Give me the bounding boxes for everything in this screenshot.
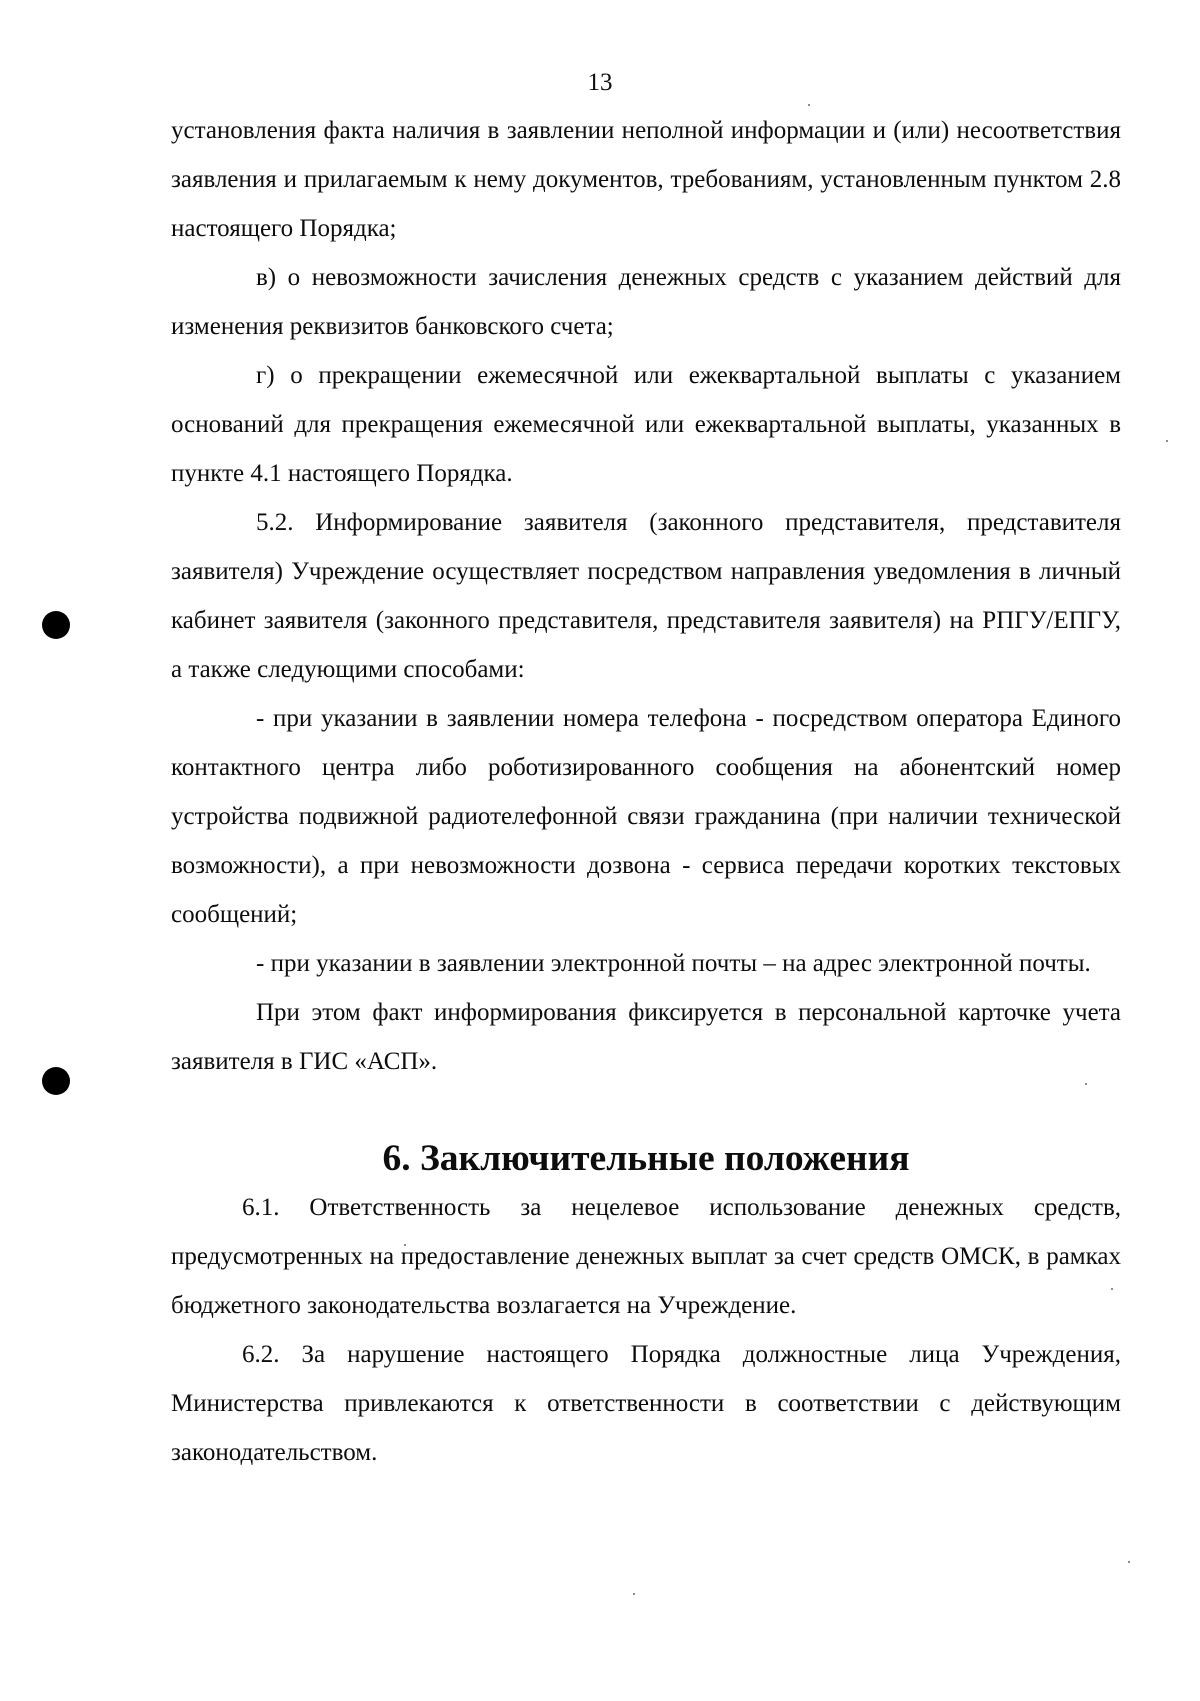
paragraph-item-v: в) о невозможности зачисления денежных средств с указанием действий для изменения реквизитов банковского счета; — [171, 264, 1121, 340]
paragraph-item-g: г) о прекращении ежемесячной или ежеквартальной выплаты с указанием оснований для прекращения ежемесячной или ежеквартальной выплаты, указанных в пункте 4.1 настоящего Порядка. — [171, 362, 1121, 487]
paragraph-continuation: установления факта наличия в заявлении неполной информации и (или) несоответствия заявления и прилагаемым к нему документов, требованиям, установленным пунктом 2.8 настоящего Порядка; — [171, 117, 1121, 242]
paragraph-phone-notification: - при указании в заявлении номера телефона - посредством оператора Единого контактного центра либо роботизированного сообщения на абонентский номер устройства подвижной радиотелефонной связи гражданина (при наличии технической возможности), а при невозможности дозвона - сервиса передачи коротких текстовых сообщений; — [171, 705, 1121, 928]
page-number: 13 — [587, 69, 613, 96]
scan-speck — [1128, 1561, 1130, 1563]
document-body — [171, 106, 1121, 1477]
paragraph-record-note: При этом факт информирования фиксируется в персональной карточке учета заявителя в ГИС «АСП». — [171, 999, 1121, 1075]
paragraph-6-1: 6.1. Ответственность за нецелевое использование денежных средств, предусмотренных на предоставление денежных выплат за счет средств ОМСК, в рамках бюджетного законодательства возлагается на Учреждение. — [171, 1194, 1121, 1319]
scan-speck — [633, 1593, 635, 1595]
punch-hole-mark — [42, 611, 70, 639]
punch-hole-mark — [42, 1067, 70, 1095]
paragraph-6-2: 6.2. За нарушение настоящего Порядка должностные лица Учреждения, Министерства привлекаются к ответственности в соответствии с действующим законодательством. — [171, 1341, 1121, 1466]
scan-speck — [1166, 440, 1168, 442]
section-heading: 6. Заключительные положения — [382, 1138, 910, 1179]
paragraph-5-2: 5.2. Информирование заявителя (законного представителя, представителя заявителя) Учреждение осуществляет посредством направления уведомления в личный кабинет заявителя (законного представителя, представителя заявителя) на РПГУ/ЕПГУ, а также следующими способами: — [171, 509, 1121, 683]
paragraph-email-notification: - при указании в заявлении электронной почты – на адрес электронной почты. — [256, 950, 1091, 977]
